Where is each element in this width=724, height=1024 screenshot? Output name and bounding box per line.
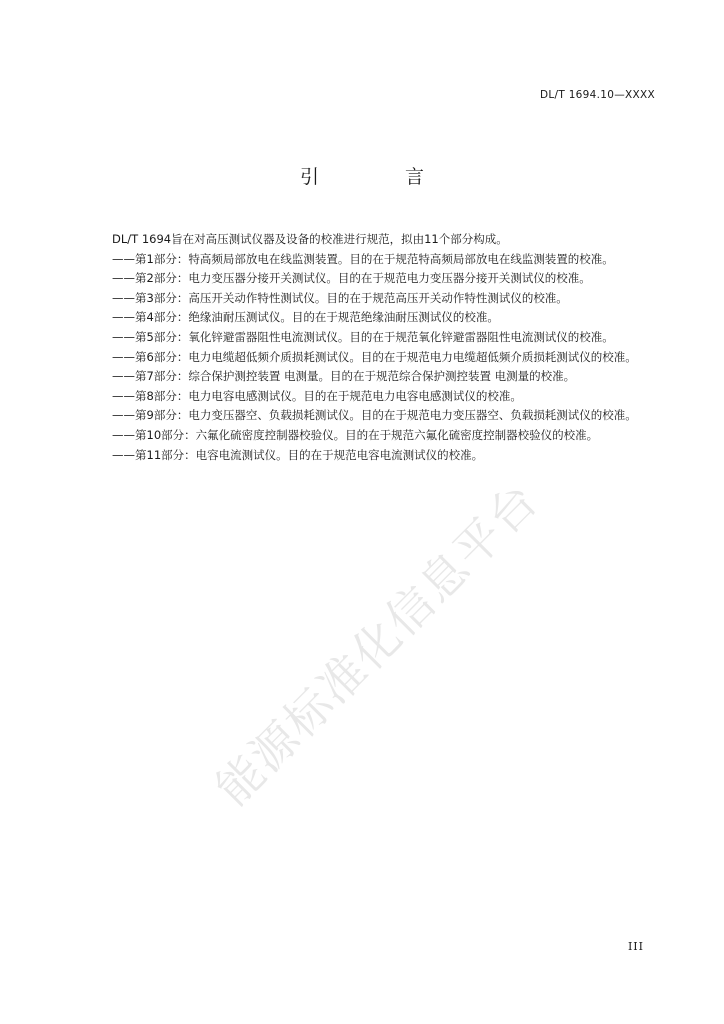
part-item-4: ——第4部分：绝缘油耐压测试仪。目的在于规范绝缘油耐压测试仪的校准。 (112, 310, 499, 325)
part-item-2: ——第2部分：电力变压器分接开关测试仪。目的在于规范电力变压器分接开关测试仪的校准。 (112, 271, 591, 286)
part-item-6: ——第6部分：电力电缆超低频介质损耗测试仪。目的在于规范电力电缆超低频介质损耗测试仪的校准。 (112, 349, 637, 364)
page-number: III (627, 940, 644, 953)
page-title: 引 言 (299, 166, 465, 188)
introduction-body (88, 230, 656, 465)
part-item-3: ——第3部分：高压开关动作特性测试仪。目的在于规范高压开关动作特性测试仪的校准。 (112, 290, 568, 305)
part-item-5: ——第5部分：氧化锌避雷器阻性电流测试仪。目的在于规范氧化锌避雷器阻性电流测试仪的校准。 (112, 329, 614, 344)
part-item-1: ——第1部分：特高频局部放电在线监测装置。目的在于规范特高频局部放电在线监测装置的校准。 (112, 251, 614, 266)
watermark: 能源标准化信息平台 (205, 472, 549, 816)
intro-paragraph: DL/T 1694旨在对高压测试仪器及设备的校准进行规范，拟由11个部分构成。 (112, 232, 508, 246)
part-item-8: ——第8部分：电力电容电感测试仪。目的在于规范电力电容电感测试仪的校准。 (112, 388, 522, 403)
part-item-9: ——第9部分：电力变压器空、负载损耗测试仪。目的在于规范电力变压器空、负载损耗测试仪的校准。 (112, 408, 637, 423)
part-item-10: ——第10部分：六氟化硫密度控制器校验仪。目的在于规范六氟化硫密度控制器校验仪的校准。 (112, 427, 599, 442)
part-item-11: ——第11部分：电容电流测试仪。目的在于规范电容电流测试仪的校准。 (112, 447, 484, 462)
part-item-7: ——第7部分：综合保护测控装置 电测量。目的在于规范综合保护测控装置 电测量的校准。 (112, 369, 576, 384)
header-doc-code: DL/T 1694.10—XXXX (539, 89, 655, 101)
